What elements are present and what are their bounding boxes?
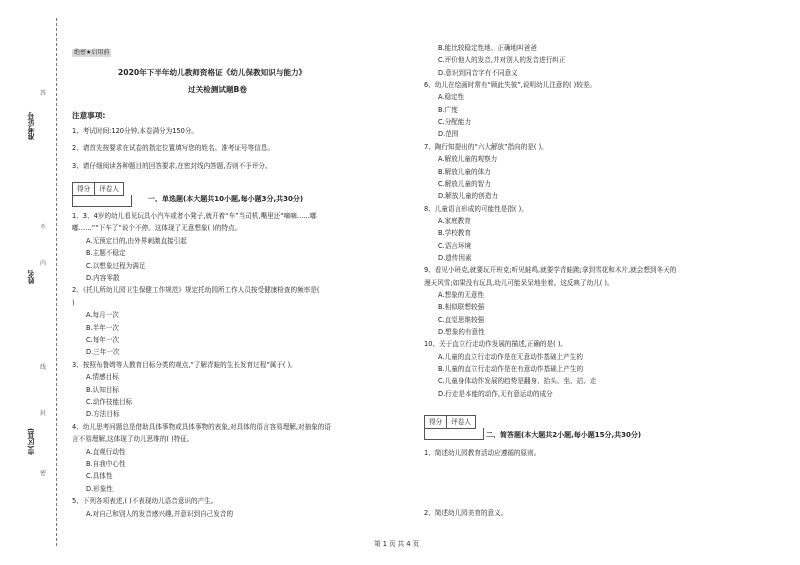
notice-item: 1、考试时间:120分钟,本卷满分为150分。 [72,127,198,135]
question-line: 5、下列各项表述,( )不表现幼儿语音意识的产生。 [72,497,218,506]
score-label: 得分 [73,183,95,195]
question-line: A.想象的无意性 [438,291,485,299]
question-line: A.每月一次 [86,311,119,320]
question-line: A.对自己和别人的发音感兴趣,并意识到自己发音的 [86,509,234,518]
question-line: A.直观行动性 [86,447,126,456]
question-line: D.想象的有意性 [438,328,485,337]
seal-char: 内 [40,260,47,267]
question-line: D.内容零散 [86,274,120,282]
question-line: 2、《托儿所幼儿园卫生保健工作规范》规定托幼园所工作人员按受健康检查的频率是( [72,286,320,295]
question-line: B.相似联想较强 [438,303,485,312]
question-line: C.每年一次 [86,336,120,344]
question-line: D.方法目标 [86,410,120,419]
question-line: B.儿童的直立行走动作是在有意动作基础上产生的 [438,365,584,374]
notice-item: 3、请仔细阅读各种题目的回答要求,在密封线内答题,否则不予评分。 [72,162,272,170]
page-footer: 第 1 页 共 4 页 [374,540,420,548]
question-line: A.无预定目的,由外界刺激直接引起 [86,236,187,245]
question-line: C.儿童身体动作发展的趋势是翻身、抬头、坐、站、走 [438,377,597,386]
question-line: D.解放儿童的创造力 [438,192,498,201]
score-label: 得分 [425,416,447,428]
essay-question: 1、简述幼儿园教育活动应遵循的原则。 [424,449,541,457]
question-line: 言不易理解,这体现了幼儿思维的( )特征。 [72,435,194,444]
question-line: A.稳定性 [438,93,465,102]
question-line: 1、3、4岁的幼儿看见玩具小汽车或者小凳子,就开着“车”当司机,嘴里还“嘀嘀……嘟 [72,212,317,220]
notice-heading: 注意事项: [72,111,106,120]
question-line: 嘟……”“下车了”说个不停。这体现了无意想象( )的特点。 [72,224,242,233]
question-line: 4、幼儿思考问题总是借助具体事物或具体事物的表象,对具体的语言容易理解,对抽象的语 [72,422,331,431]
name-label: 姓名 [27,270,35,284]
seal-char: 答 [40,90,47,97]
question-line: A.儿童的直立行走动作是在无意动作基础上产生的 [438,352,583,361]
question-line: B.学校教育 [438,229,471,238]
district-label: 市(区县) [27,428,35,456]
section1-title: 一、单选题(本大题共10小题,每小题3分,共30分) [148,195,304,203]
score-box [72,182,124,196]
question-line: C.直觉思维较强 [438,315,485,324]
page-subtitle: 过关检测试题B卷 [188,85,247,94]
question-line: B.解放儿童的体力 [438,167,491,176]
question-line: D.三年一次 [86,348,120,357]
question-line: D.范围 [438,130,459,139]
question-line: 7、陶行知提出的“六大解放”指向的是( )。 [424,142,548,151]
seal-char: 不 [40,224,47,231]
question-line: 6、幼儿在绘画时常有“顾此失彼”,说明幼儿注意的( )较差。 [424,81,597,90]
question-line: A.解放儿童的观察力 [438,155,498,164]
question-line: C.具体性 [86,472,113,481]
question-line: ) [72,298,75,307]
question-line: 10、关于直立行走动作发展的描述,正确的是( )。 [424,340,568,349]
page-title: 2020年下半年幼儿教师资格证《幼儿保教知识与能力》 [118,68,307,77]
seal-char: 密 [40,470,47,477]
score-box-2 [424,415,476,429]
question-line: D.意识到同音字有不同意义 [438,68,518,77]
question-line: D.形象性 [86,484,113,493]
question-line: 3、按照布鲁姆等人教育目标分类的观点,“了解青蛙的生长发育过程”属于( )。 [72,360,297,369]
seal-char: 封 [40,410,47,417]
question-line: B.主题不稳定 [86,249,126,258]
question-line: B.半年一次 [86,323,119,332]
question-line: C.分配能力 [438,118,472,127]
question-line: C.动作技能目标 [86,398,133,406]
question-line: C.评价他人的发音,并对别人的发音进行纠正 [438,56,566,65]
question-line: C.语言环境 [438,241,472,250]
grader-label: 评卷人 [451,418,471,426]
question-line: B.能比较稳定性地、正确地叫爸爸 [438,44,537,52]
question-line: C.以想象过程为满足 [86,261,146,270]
section2-title: 二、简答题(本大题共2小题,每小题15分,共30分) [486,431,642,439]
question-line: A.情感目标 [86,373,119,382]
question-line: D.遗传因素 [438,253,472,262]
essay-question: 2、简述幼儿园美育的意义。 [424,509,508,517]
question-line: 8、儿童语言形成的可能性是指( )。 [424,204,528,213]
score-entry-box-2[interactable] [424,428,484,440]
grader-label: 评卷人 [99,185,119,193]
question-line: 9、看见小班克,就要玩开班克;听见蛙鸣,就要学青蛙跳;拿到雪花和木片,就会想到冬天的 [424,266,677,275]
question-line: A.家庭教育 [438,216,471,225]
score-entry-box[interactable] [72,195,132,207]
question-line: B.认知目标 [86,385,119,394]
question-line: 漫天风雪;如果没有玩具,幼儿可能呆呆地坐着。这反映了幼儿( )。 [424,278,614,287]
question-line: B.自我中心性 [86,460,126,468]
exam-id-label: 准考证号 [27,112,35,140]
confidential-stamp: 绝密★启用前 [74,49,110,56]
question-line: C.解放儿童的智力 [438,179,491,188]
seal-line [56,18,57,546]
question-line: D.行走是本能的动作,无有意运动的成分 [438,389,553,398]
seal-char: 线 [40,364,47,371]
notice-item: 2、请首先按要求在试卷的指定位置填写您的姓名、准考证号等信息。 [72,144,275,152]
question-line: B.广度 [438,105,458,114]
